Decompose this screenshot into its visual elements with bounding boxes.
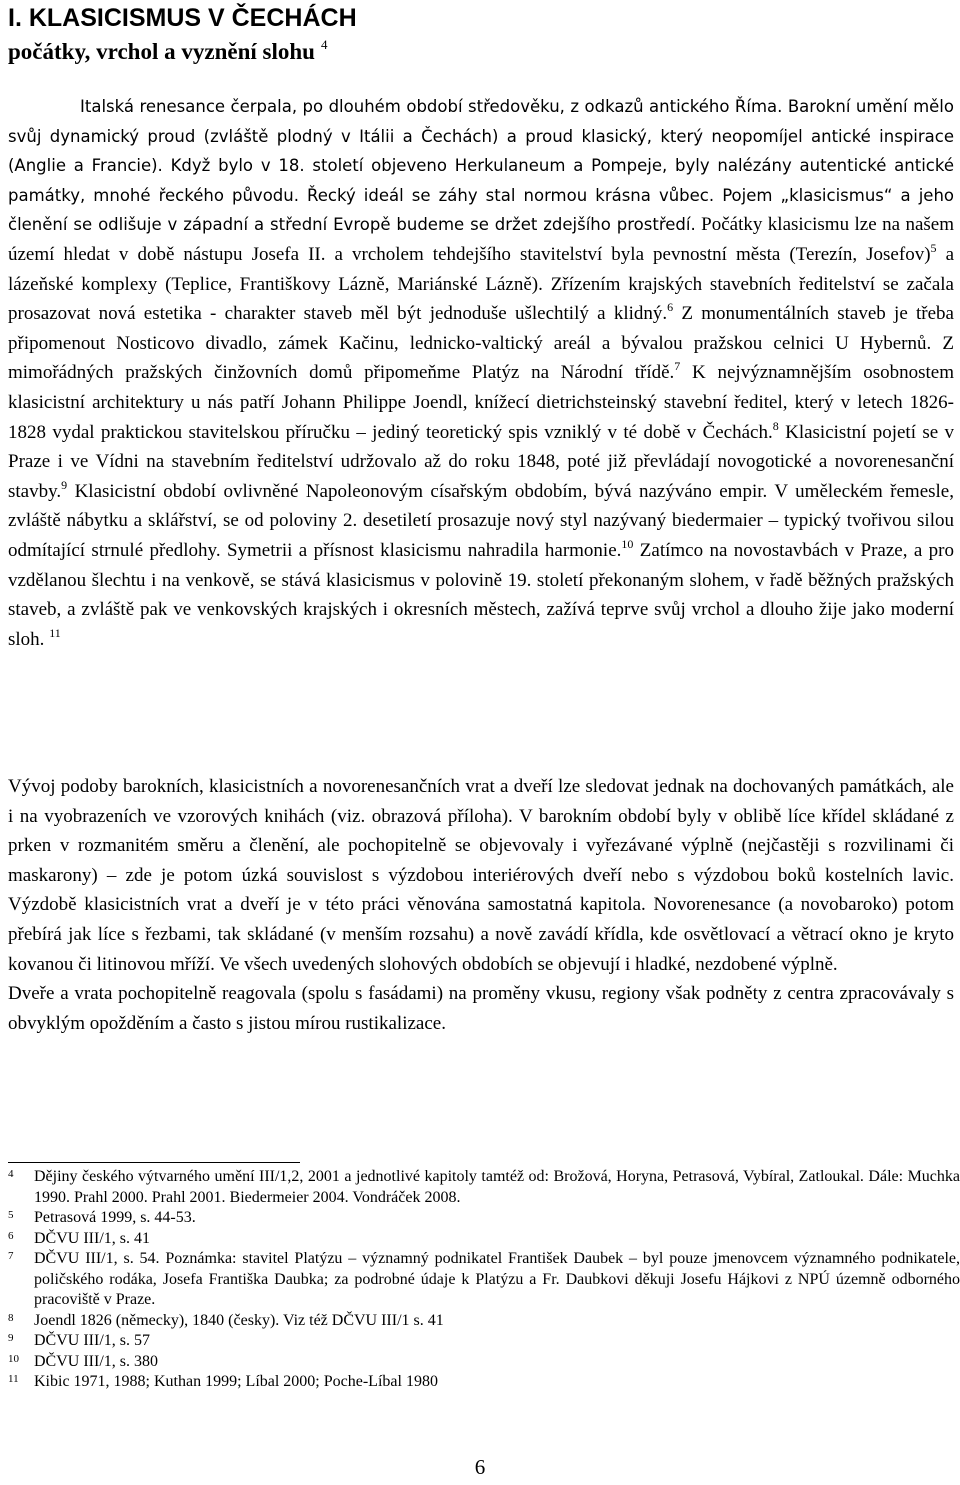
footnote-ref-5[interactable]: 5 <box>930 240 937 255</box>
footnote-number: 6 <box>8 1229 14 1242</box>
footnote-separator <box>8 1162 300 1163</box>
footnote-ref-8[interactable]: 8 <box>772 418 779 433</box>
paragraph-doors-history: Vývoj podoby barokních, klasicistních a novorenesančních vrat a dveří lze sledovat jednak na dochovaných památkách, ale i na vyobrazeních ve vzorových knihách (viz. obrazová příloha). V barokním období byly v oblibě líce křídel skládané z prken v rozmanitém směru a členění, ale pochopitelně se objevovaly i vyřezávané výplně (nejčastěji s rozvilinami či maskarony) – zde je potom úzká souvislost s výzdobou interiérových dveří nebo s výzdobou boků kostelních lavic. Výzdobě klasicistních vrat a dveří je v této práci věnována samostatná kapitola. Novorenesance (a novobaroko) potom přebírá jak líce s řezbami, tak skládané (v menším rozsahu) a nově zavádí křídla, kde osvětlovací a větrací okno je kryto kovanou či litinovou mříží. Ve všech uvedených slohových obdobích se objevují i hladké, nezdobené výplně. <box>8 776 954 975</box>
footnote-ref-11[interactable]: 11 <box>49 625 61 640</box>
footnote <box>8 1208 960 1229</box>
subtitle-text: počátky, vrchol a vyznění slohu <box>8 39 315 64</box>
paragraph-part: Italská renesance čerpala, po dlouhém období středověku, z odkazů antického Říma. Barokní umění mělo svůj dynamický proud (zvláště plodný v Itálii a Čechách) a proud klasický, který neopomíjel antické inspirace (Anglie a Francie). Když bylo v 18. století objeveno Herkulaneum a Pompeje, byly nalézány autentické antické památky, mnohé řeckého původu. Řecký ideál se záhy stal normou krásna vůbec. Pojem „klasicismus“ a jeho členění se odlišuje v západní a střední Evropě budeme se držet zdejšího prostředí. <box>8 97 954 235</box>
footnote <box>8 1352 960 1373</box>
footnote-number: 11 <box>8 1373 19 1385</box>
footnote <box>8 1167 960 1208</box>
footnote-ref-6[interactable]: 6 <box>667 300 674 315</box>
footnote-text: Dějiny českého výtvarného umění III/1,2, 2001 a jednotlivé kapitoly tamtéž od: Brožová, Horyna, Petrasová, Vybíral, Zatloukal. Dále: Muchka 1990. Prahl 2000. Prahl 2001. Biedermeier 2004. Vondráček 2008. <box>34 1168 960 1206</box>
footnote <box>8 1249 960 1311</box>
intro-paragraph <box>8 92 954 654</box>
footnote-text: DČVU III/1, s. 57 <box>34 1332 150 1349</box>
paragraph-part: Klasicistní období ovlivněné Napoleonovým císařským obdobím, bývá nazýváno empir. V uměleckém řemesle, zvláště nábytku a sklářství, se od poloviny 2. desetiletí prosazuje nový styl nazývaný biedermaier – typický tvořivou silou odmítající strnulé předlohy. Symetrii a přísnost klasicismu nahradila harmonie. <box>8 480 954 561</box>
paragraph-part: K nejvýznamnějším osobnostem klasicistní architektury u nás patří Johann Philippe Joendl, knížecí dietrichsteinský stavební ředitel, který v letech 1826-1828 vydal praktickou stavitelskou příručku – jediný teoretický spis vzniklý v té době v Čechách. <box>8 362 955 443</box>
chapter-subtitle <box>8 37 327 67</box>
chapter-title: I. KLASICISMUS V ČECHÁCH <box>8 4 357 32</box>
doors-paragraph <box>8 772 954 1038</box>
paragraph-part: a lázeňské komplexy (Teplice, Františkovy Lázně, Mariánské Lázně). Zřízením krajských stavebních ředitelství se začala prosazovat nová estetika - charakter staveb měl být jednoduše ušlechtilý a klidný. <box>8 243 955 325</box>
footnote-ref-10[interactable]: 10 <box>621 536 634 551</box>
paragraph-part: Klasicistní pojetí se v Praze i ve Vídni na stavebním ředitelství udržovalo až do roku 1848, poté již převládají novogotické a novorenesanční stavby. <box>8 421 955 502</box>
footnote-text: DČVU III/1, s. 41 <box>34 1229 150 1247</box>
footnote <box>8 1311 960 1332</box>
footnote-text: DČVU III/1, s. 54. Poznámka: stavitel Platýzu – významný podnikatel František Daubek – byl pouze jmenovcem významného podnikatele, poličského rodáka, Josefa Františka Daubka; za podrobné údaje k Platýzu a Fr. Daubkovi děkuji Josefu Hájkovi z NPÚ územně odborného pracoviště v Praze. <box>34 1250 960 1308</box>
footnote-number: 7 <box>8 1250 14 1262</box>
footnote <box>8 1331 960 1352</box>
footnote-text: Joendl 1826 (německy), 1840 (česky). Viz též DČVU III/1 s. 41 <box>34 1311 444 1329</box>
paragraph-part: Z monumentálních staveb je třeba připomenout Nosticovo divadlo, zámek Kačinu, lednicko-valtický areál a bývalou pražskou celnici U Hybernů. Z mimořádných pražských činžovních domů připomeňme Platýz na Národní třídě. <box>8 303 954 384</box>
page-number: 6 <box>474 1455 486 1479</box>
footnote <box>8 1372 960 1393</box>
footnote-text: DČVU III/1, s. 380 <box>34 1352 158 1370</box>
footnote-number: 5 <box>8 1209 14 1221</box>
footnote-text: Kibic 1971, 1988; Kuthan 1999; Líbal 2000; Poche-Líbal 1980 <box>34 1373 438 1390</box>
footnote-ref-9[interactable]: 9 <box>61 477 68 492</box>
footnote <box>8 1229 960 1250</box>
footnote-number: 10 <box>8 1352 19 1365</box>
paragraph-part: Zatímco na novostavbách v Praze, a pro vzdělanou šlechtu i na venkově, se stává klasicismus v polovině 19. století překonaným slohem, v řadě běžných pražských staveb, a zvláště pak ve venkovských krajských i okresních městech, zažívá teprve svůj vrchol a dlouho žije jako moderní sloh. <box>8 539 955 650</box>
footnote-ref-7[interactable]: 7 <box>674 359 681 374</box>
footnote-number: 4 <box>8 1168 14 1180</box>
paragraph-doors-regions: Dveře a vrata pochopitelně reagovala (spolu s fasádami) na proměny vkusu, regiony však podněty z centra zpracovávaly s obvyklým opožděním a často s jistou mírou rustikalizace. <box>8 983 954 1034</box>
footnote-ref-4[interactable]: 4 <box>320 37 328 52</box>
footnote-number: 8 <box>8 1311 14 1324</box>
footnote-text: Petrasová 1999, s. 44-53. <box>34 1209 196 1226</box>
paragraph-part: Počátky klasicismu lze na našem území hledat v době nástupu Josefa II. a vrcholem tehdejšího stavitelství byla pevnostní města (Terezín, Josefov) <box>8 214 954 265</box>
footnotes <box>8 1167 960 1393</box>
footnote-number: 9 <box>8 1332 14 1344</box>
